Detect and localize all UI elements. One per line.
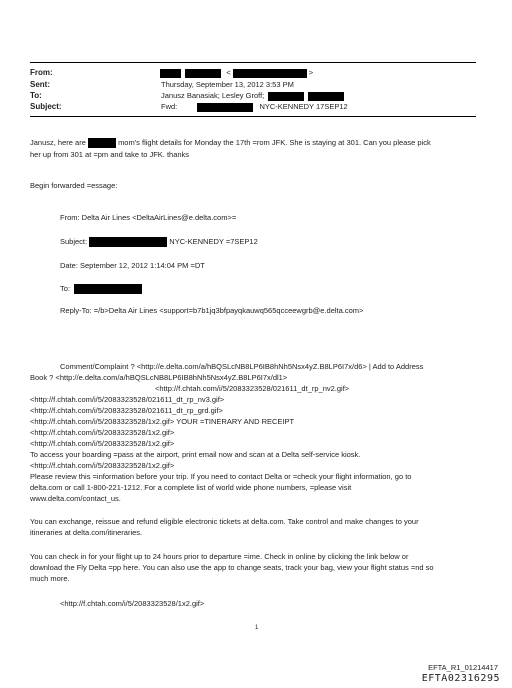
sent-value: Thursday, September 13, 2012 3:53 PM [161,80,294,89]
redaction-box [89,237,167,247]
bates-id-1: EFTA_R1_01214417 [428,663,498,672]
content-line: To access your boarding =pass at the airport, print email now and scan at a Delta self-service kiosk. [30,450,361,459]
sent-label: Sent: [30,80,50,89]
header-top-rule [30,62,476,63]
content-line: much more. [30,574,70,583]
header-bottom-rule [30,116,476,117]
content-line: You can exchange, reissue and refund eligible electronic tickets at delta.com. Take control and make changes to your [30,517,419,526]
fwd-subject-label: Subject: [60,237,88,246]
redaction-box [268,92,304,101]
content-line: <http://f.chtah.com/i/5/2083323528/1x2.gif> [30,439,175,448]
fwd-date: Date: September 12, 2012 1:14:04 PM =DT [60,261,205,270]
intro-text-b: mom's flight details for Monday the 17th =rom JFK. She is staying at 301. Can you please pick [118,138,431,147]
fwd-reply-to: Reply-To: =/b>Delta Air Lines <support=b7b1jq3bfpayqkauwq565qcceewgrb@e.delta.com> [60,306,364,315]
content-line: www.delta.com/contact_us. [30,494,121,503]
fwd-to-label: To: [60,284,71,293]
content-line: <http://f.chtah.com/i/5/2083323528/1x2.gif> [30,428,175,437]
fwd-subject-suffix: NYC-KENNEDY =7SEP12 [169,237,258,246]
to-prefix: Janusz Banasiak; Lesley Groff; [161,91,265,100]
content-line: <http://f.chtah.com/i/5/2083323528/1x2.gif> YOUR =TINERARY AND RECEIPT [30,417,295,426]
subject-value [161,102,348,112]
redaction-box [88,138,116,148]
intro-line-1 [30,137,431,148]
content-line: You can check in for your flight up to 24 hours prior to departure =ime. Check in online by clicking the link below or [30,552,409,561]
redaction-box [233,69,307,78]
content-line: <http://f.chtah.com/i/5/2083323528/021611_dt_rp_grd.gif> [30,406,223,415]
content-line: <http://f.chtah.com/i/5/2083323528/1x2.gif> [60,599,205,608]
subject-suffix: NYC-KENNEDY 17SEP12 [259,102,348,111]
from-label: From: [30,68,53,77]
intro-text-a: Janusz, here are [30,138,86,147]
content-line: download the Fly Delta =pp here. You can also use the app to change seats, track your bag, view your flight status =nd so [30,563,434,572]
fwd-to [60,283,142,294]
forwarded-message-label: Begin forwarded =essage: [30,181,118,190]
fwd-from: From: Delta Air Lines <DeltaAirLines@e.delta.com>= [60,213,237,222]
content-line: Please review this =information before your trip. If you need to contact Delta or =check your flight information, go to [30,472,412,481]
from-gt: > [308,68,314,77]
content-line: <http://f.chtah.com/i/5/2083323528/021611_dt_rp_nv2.gif> [155,384,350,393]
content-line: Comment/Complaint ? <http://e.delta.com/a/hBQSLcNB8LP6IB8hNh5Nsx4yZ.B8LP6I7x/d6> | Add to Address [60,362,424,371]
fwd-subject [60,236,258,247]
redaction-box [197,103,253,112]
from-value [160,68,313,78]
subject-label: Subject: [30,102,62,111]
page-number: 1 [255,625,259,631]
from-lt: < [226,68,231,77]
content-line: delta.com or call 1-800-221-1212. For a complete list of world wide phone numbers, =please visit [30,483,352,492]
to-label: To: [30,91,42,100]
content-line: itineraries at delta.com/itineraries. [30,528,143,537]
content-line: <http://f.chtah.com/i/5/2083323528/1x2.gif> [30,461,175,470]
intro-line-2: her up from 301 at =pm and take to JFK. thanks [30,150,190,159]
content-line: Book ? <http://e.delta.com/a/hBQSLcNB8LP6IB8hNh5Nsx4yZ.B8LP6I7x/dl1> [30,373,288,382]
subject-prefix: Fwd: [161,102,178,111]
redaction-box [185,69,221,78]
redaction-box [74,284,142,294]
redaction-box [308,92,344,101]
redaction-box [160,69,181,78]
bates-id-2: EFTA02316295 [421,673,500,684]
content-line: <http://f.chtah.com/i/5/2083323528/021611_dt_rp_nv3.gif> [30,395,225,404]
to-value [161,91,344,101]
